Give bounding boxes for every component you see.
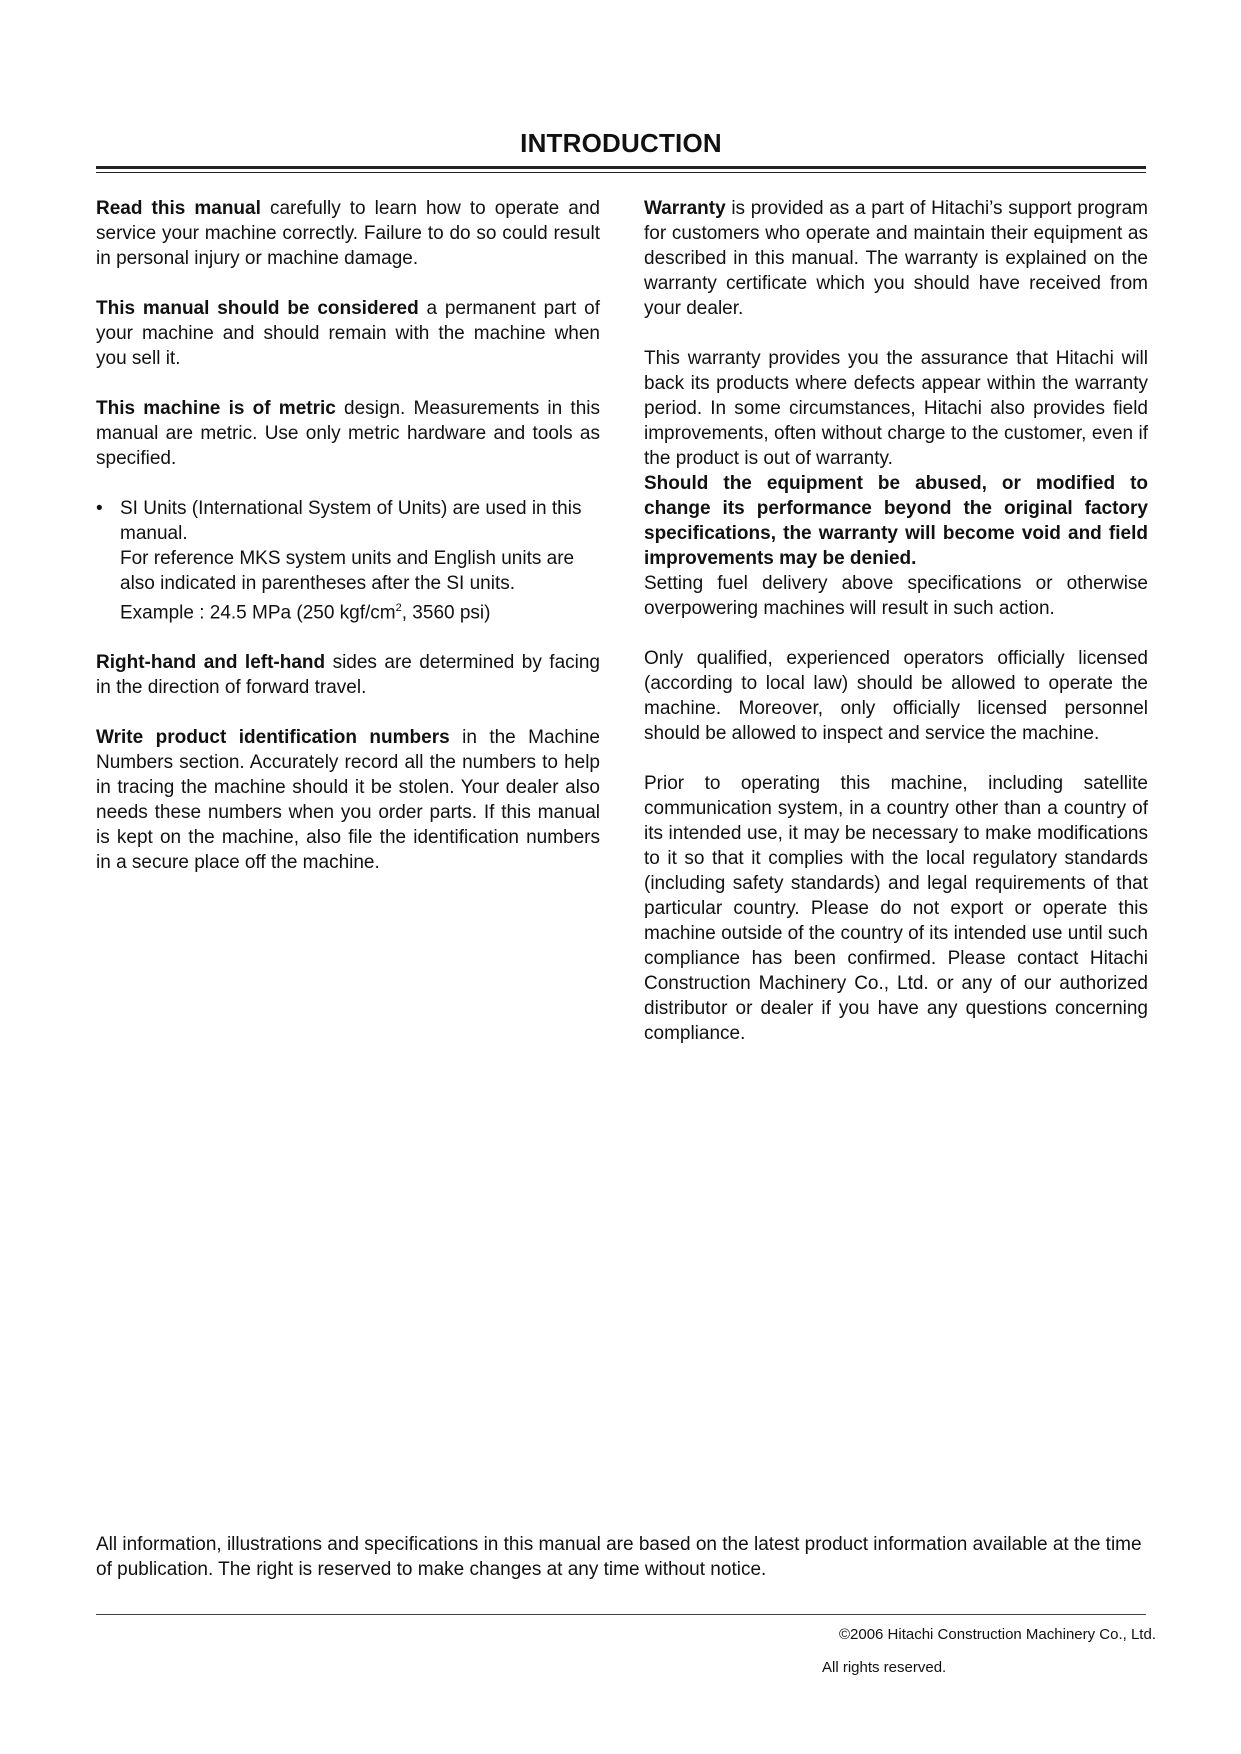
paragraph-lead: Warranty (644, 198, 726, 219)
right-column (644, 196, 1148, 1071)
footer-note: All information, illustrations and specifications in this manual are based on the latest product information available at the time of publication. The right is reserved to make changes at any time without notice. (96, 1534, 1142, 1580)
paragraph-permanent-part (96, 296, 600, 371)
example-text: , 3560 psi) (401, 602, 491, 624)
paragraph-read-manual (96, 196, 600, 271)
example-text: Example : 24.5 MPa (250 kgf/cm (120, 602, 396, 624)
paragraph-body: sides are determined by facing in the direction of forward travel. (96, 652, 600, 699)
copyright-text: ©2006 Hitachi Construction Machinery Co., Ltd. (838, 1626, 1156, 1643)
paragraph-export-compliance: Prior to operating this machine, including satellite communication system, in a country other than a country of its intended use, it may be necessary to make modifications to it so that it complies with the local regulatory standards (including safety standards) and legal requirements of that particular country. Please do not export or operate this machine outside of the country of its intended use until such compliance has been confirmed. Please contact Hitachi Construction Machinery Co., Ltd. or any of our authorized distributor or dealer if you have any questions concerning compliance. (644, 773, 1148, 1044)
paragraph-warranty-void (644, 471, 1148, 571)
paragraph-body: is provided as a part of Hitachi’s support program for customers who operate and maintain their equipment as described in this manual. The warranty is explained on the warranty certificate which you should have received from your dealer. (644, 198, 1148, 319)
paragraph-warranty-assurance: This warranty provides you the assurance that Hitachi will back its products where defects appear within the warranty period. In some circumstances, Hitachi also provides field improvements, often without charge to the customer, even if the product is out of warranty. (644, 348, 1148, 469)
paragraph-body: design. Measurements in this manual are metric. Use only metric hardware and tools as specified. (96, 398, 600, 469)
warning-text: Should the equipment be abused, or modified to change its performance beyond the original factory specifications, the warranty will become void and field improvements may be denied. (644, 473, 1148, 569)
paragraph-body: carefully to learn how to operate and service your machine correctly. Failure to do so could result in personal injury or machine damage. (96, 198, 600, 269)
paragraph-lead: This manual should be considered (96, 298, 419, 319)
bullet-line: For reference MKS system units and English units are also indicated in parentheses after the SI units. (120, 548, 575, 594)
paragraph-fuel-delivery: Setting fuel delivery above specifications or otherwise overpowering machines will result in such action. (644, 573, 1148, 619)
si-units-bullet (96, 496, 600, 625)
title-rule-thick (96, 166, 1146, 169)
bullet-example (120, 596, 600, 625)
paragraph-identification-numbers (96, 725, 600, 875)
paragraph-lead: Read this manual (96, 198, 261, 219)
paragraph-hand-sides (96, 650, 600, 700)
paragraph-metric-design (96, 396, 600, 471)
bullet-dot: • (96, 498, 103, 519)
bullet-line: SI Units (International System of Units) are used in this manual. (120, 498, 582, 544)
title-rule-thin (96, 172, 1146, 173)
footer-rule (96, 1614, 1146, 1615)
paragraph-body: a permanent part of your machine and should remain with the machine when you sell it. (96, 298, 601, 369)
rights-text: All rights reserved. (822, 1659, 947, 1676)
paragraph-qualified-operators: Only qualified, experienced operators officially licensed (according to local law) should be allowed to operate the machine. Moreover, only officially licensed personnel should be allowed to inspect and service the machine. (644, 648, 1148, 744)
paragraph-warranty (644, 196, 1148, 321)
paragraph-lead: Write product identification numbers (96, 727, 450, 749)
paragraph-lead: Right-hand and left-hand (96, 652, 326, 674)
left-column (96, 196, 600, 900)
page-title: INTRODUCTION (520, 128, 722, 158)
superscript: 2 (395, 602, 402, 614)
paragraph-body: in the Machine Numbers section. Accurately record all the numbers to help in tracing the machine should it be stolen. Your dealer also needs these numbers when you order parts. If this manual is kept on the machine, also file the identification numbers in a secure place off the machine. (96, 727, 600, 874)
paragraph-lead: This machine is of metric (96, 398, 336, 419)
